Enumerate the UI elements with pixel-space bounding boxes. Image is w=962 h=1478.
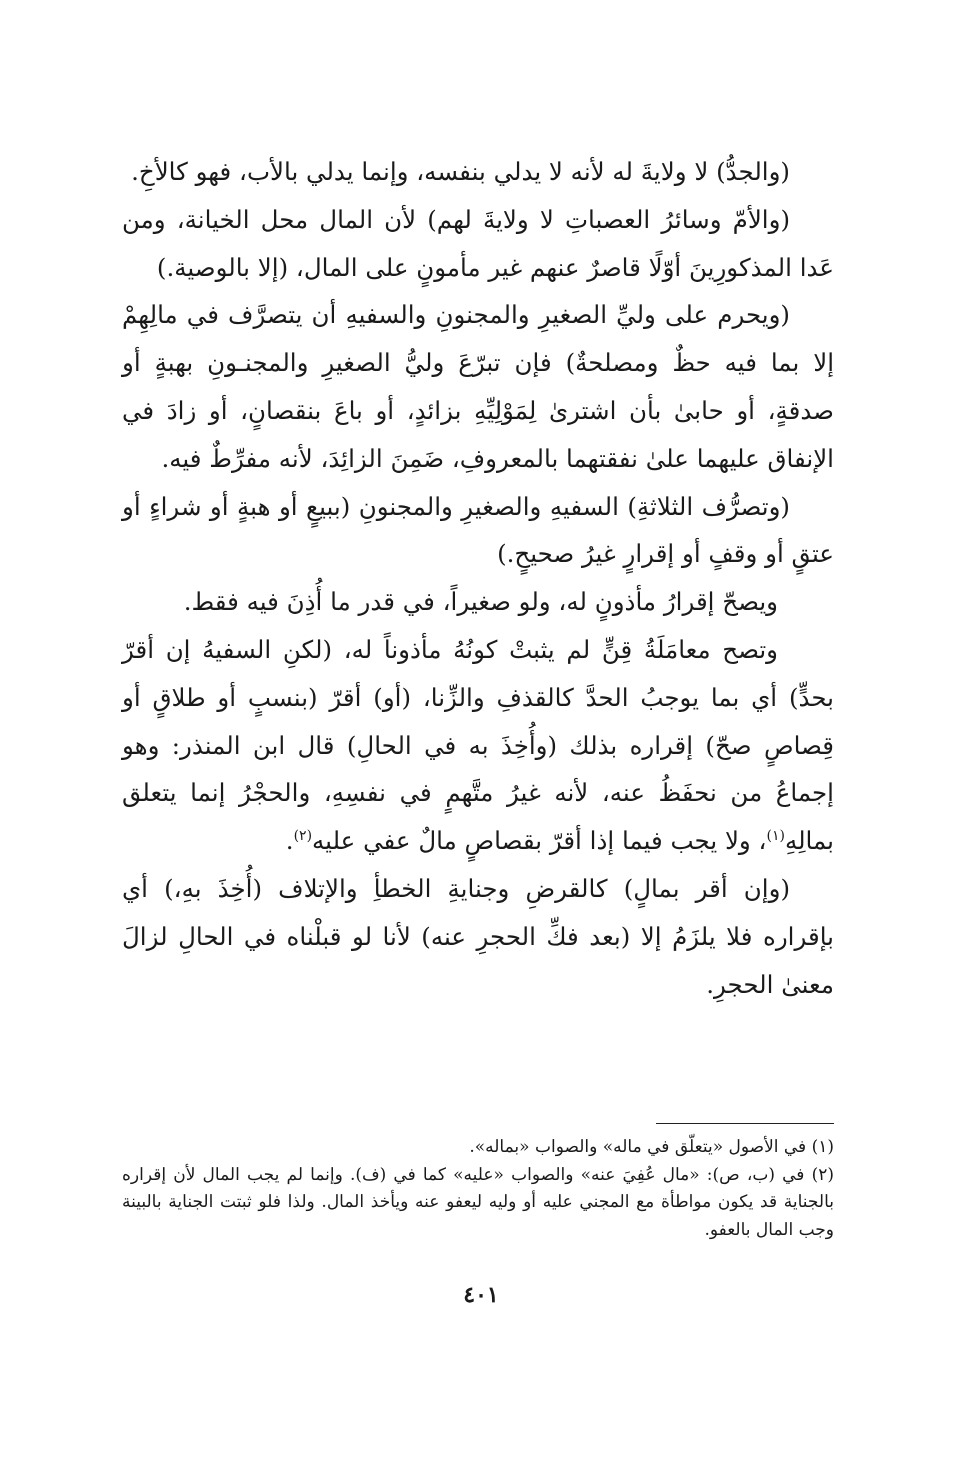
paragraph-guardian-prohibition: (ويحرم على وليِّ الصغيرِ والمجنونِ والسفيهِ أن يتصرَّف في مالِهِمْ إلا بما فيه حظٌ ومصلحةٌ) فإن تبرّعَ وليُّ الصغيرِ والمجنـونِ بهبةٍ أو صدقةٍ، أو حابىٰ بأن اشترىٰ لِمَوْلِيِّهِ بزائدٍ، أو باعَ بنقصانٍ، أو زادَ في الإنفاق عليهما علىٰ نفقتهما بالمعروفِ، ضَمِنَ الزائِدَ، لأنه مفرِّطٌ فيه. (122, 300, 834, 473)
footnotes (122, 1134, 834, 1244)
paragraph-mother: (والأمّ وسائرُ العصباتِ لا ولايةَ لهم) لأن المال محل الخيانة، ومن عَدا المذكورِينَ أوّلًا قاصرٌ عنهم غير مأمونٍ على المال، (إلا بالوصية.) (122, 204, 834, 282)
footnote-2: (٢) في (ب، ص): «مال عُفِيَ عنه» والصواب «عليه» كما في (ف). وإنما لم يجب المال لأن إقراره بالجناية قد يكون مواطأة مع المجني عليه أو وليه ليعفو عنه ويأخذ المال. ولذا فلو ثبتت الجناية بالبينة وجب المال بالعفو. (122, 1164, 834, 1240)
footnote-ref-1[interactable]: (١) (766, 828, 785, 844)
paragraph-slave-dealings (122, 626, 834, 865)
paragraph-slave-dealings-text: وتصح معامَلَةُ قِنٍّ لم يثبتْ كونُهُ مأذوناً له، (لكنِ السفيهُ إن أقرّ بحدٍّ) أي بما يوجبُ الحدَّ كالقذفِ والزِّنا، (أو) أقرّ (بنسبٍ أو طلاقٍ أو قِصاصٍ صحّ) إقراره بذلك (وأُخِذَ به في الحالِ) قال ابن المنذر: وهو إجماعُ من نحفَظُ عنه، لأنه غيرُ متَّهمٍ في نفسِهِ، والحجْرُ إنما يتعلق بمالِهِ (122, 634, 834, 856)
main-text (122, 148, 834, 1008)
page-body (122, 148, 834, 1008)
paragraph-slave-dealings-end: . (285, 826, 294, 856)
paragraph-money-admission: (وإن أقر بمالٍ) كالقرضِ وجنايةِ الخطأِ والإتلاف (أُخِذَ بهِ،) أي بإقراره فلا يلزَمُ إلا (بعد فكِّ الحجرِ عنه) لأنا لو قبلْناه في الحالِ لزالَ معنىٰ الحجرِ. (122, 873, 834, 999)
footnote-ref-2[interactable]: (٢) (293, 828, 313, 844)
paragraph-grandfather: (والجدُّ) لا ولايةَ له لأنه لا يدلي بنفسه، وإنما يدلي بالأب، فهو كالأخِ. (131, 157, 790, 186)
paragraph-slave-dealings-cont: ، ولا يجب فيما إذا أقرّ بقصاصٍ مالٌ عفي عليه (312, 826, 767, 856)
page-number: ٤٠١ (463, 1282, 499, 1308)
paragraph-three-disposals: (وتصرُّف الثلاثةِ) السفيهِ والصغيرِ والمجنونِ (ببيعٍ أو هبةٍ أو شراءٍ أو عتقٍ أو وقفٍ أو إقرارٍ غيرُ صحيحٍ.) (122, 491, 834, 569)
paragraph-authorized-admission: ويصحّ إقرارُ مأذونٍ له، ولو صغيراً، في قدر ما أُذِنَ فيه فقط. (183, 587, 778, 617)
footnote-divider (656, 1123, 834, 1124)
footnote-1: (١) في الأصول «يتعلّق في ماله» والصواب «بماله». (469, 1137, 834, 1157)
